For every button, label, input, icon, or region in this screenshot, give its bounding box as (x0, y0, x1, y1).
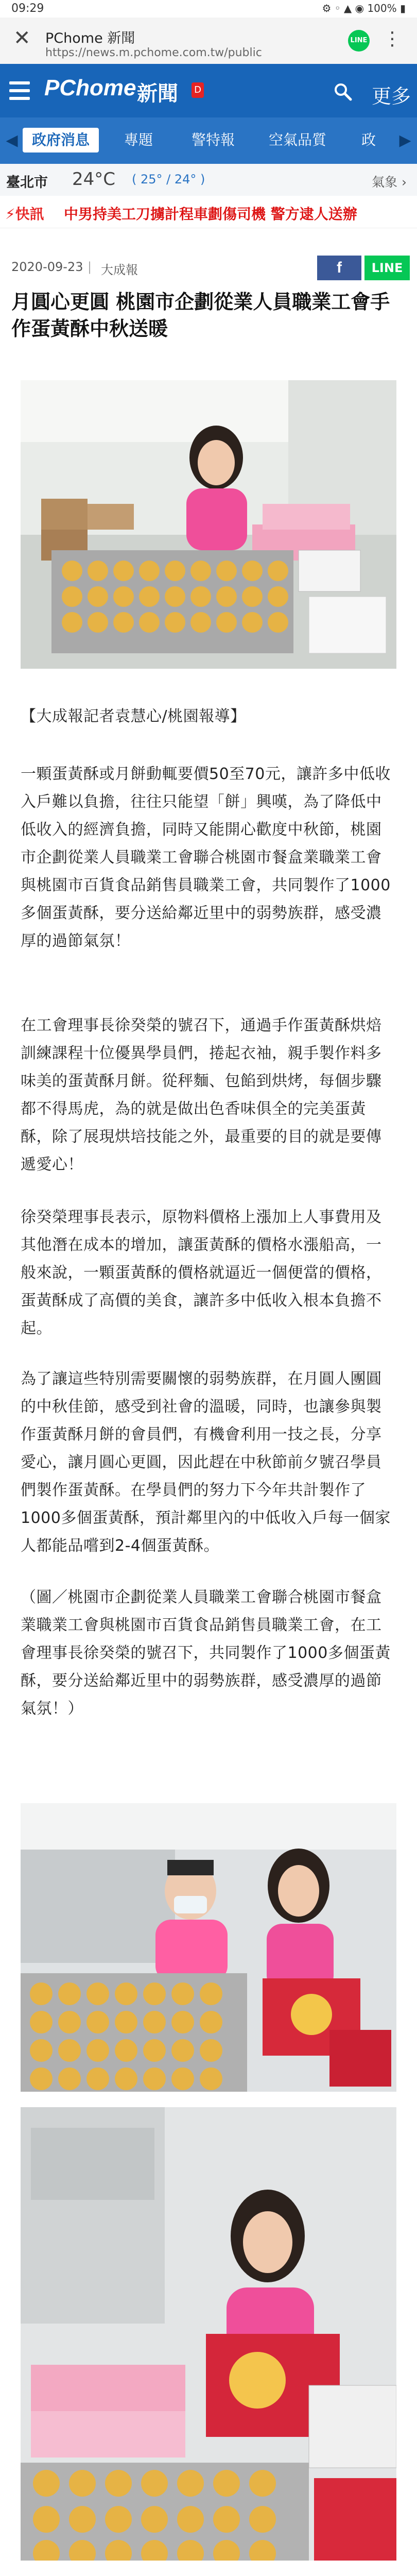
weather-city[interactable]: 臺北市 (6, 175, 48, 191)
tab-politics[interactable]: 政 (361, 131, 376, 148)
overflow-menu-icon[interactable]: ⋮ (383, 28, 402, 49)
status-time: 09:29 (11, 2, 44, 15)
article-paragraph: 徐癸榮理事長表示，原物料價格上漲加上人事費用及其他潛在成本的增加，讓蛋黃酥的價格水漲船高，一般來說，一顆蛋黃酥的價格就逼近一個便當的價格，蛋黃酥成了高價的美食，讓許多中低收入根本負擔不起。 (21, 1208, 382, 1337)
weather-temp: 24°C (72, 169, 116, 190)
article-paragraph: 一顆蛋黃酥或月餅動輒要價50至70元，讓許多中低收入戶難以負擔，往往只能望「餅」興嘆，為了降低中低收入的經濟負擔，同時又能開心歡度中秋節，桃園市企劃從業人員職業工會聯合桃園市餐盒業職業工會與桃園市百貨食品銷售員職業工會，共同製作了1000多個蛋黃酥，要分送給鄰近里中的弱勢族群，感受濃厚的過節氣氛！ (21, 765, 391, 950)
nav-left-arrow-icon[interactable]: ◀ (6, 131, 18, 149)
article-paragraph: 【大成報記者袁慧心/桃園報導】 (21, 707, 246, 725)
browser-title: PChome 新聞 (45, 30, 135, 46)
status-bar (0, 0, 417, 18)
article-title: 月圓心更圓 桃園市企劃從業人員職業工會手作蛋黃酥中秋送暖 (11, 291, 390, 340)
browser-url-bar (0, 18, 417, 64)
article-photo (21, 2107, 396, 2561)
article-photo (21, 1803, 396, 2092)
line-share-button[interactable]: LINE (364, 256, 410, 280)
tab-air-quality[interactable]: 空氣品質 (268, 131, 326, 148)
logo-badge: D (192, 82, 204, 98)
breaking-news-ticker[interactable] (0, 196, 417, 228)
hamburger-menu-icon[interactable] (9, 81, 30, 100)
site-logo-suffix[interactable]: 新聞 (137, 82, 178, 106)
tab-feature[interactable]: 專題 (124, 131, 153, 148)
site-logo[interactable]: PChome (44, 75, 136, 100)
nav-right-arrow-icon[interactable]: ▶ (399, 131, 411, 149)
meta-separator: | (88, 260, 92, 274)
weather-strip (0, 164, 417, 196)
article-paragraph: 為了讓這些特別需要關懷的弱勢族群，在月圓人團圓的中秋佳節，感受到社會的溫暖，同時，也讓參與製作蛋黃酥月餅的會員們，有機會利用一技之長，分享愛心，讓月圓心更圓，因此趕在中秋節前夕號召學員們製作蛋黃酥。在學員們的努力下今年共計製作了1000多個蛋黃酥，預計鄰里內的中低收入戶每一個家人都能品嚐到2-4個蛋黃酥。 (21, 1370, 391, 1555)
article-caption: （圖／桃園市企劃從業人員職業工會聯合桃園市餐盒業職業工會與桃園市百貨食品銷售員職業工會，在工會理事長徐癸榮的號召下，共同製作了1000多個蛋黃酥，要分送給鄰近里中的弱勢族群，感受濃厚的過節氣氛！） (21, 1588, 391, 1718)
article-paragraph: 在工會理事長徐癸榮的號召下，通過手作蛋黃酥烘焙訓練課程十位優異學員們，捲起衣袖，親手製作料多味美的蛋黃酥月餅。從秤麵、包餡到烘烤，每個步驟都不得馬虎，為的就是做出色香味俱全的完美蛋黃酥，除了展現烘培技能之外，最重要的目的就是要傳遞愛心！ (21, 1016, 382, 1174)
facebook-share-button[interactable]: f (317, 256, 361, 280)
tab-alerts[interactable]: 警特報 (191, 131, 235, 148)
close-icon[interactable]: ✕ (13, 26, 31, 50)
category-nav (0, 117, 417, 164)
article-photo (21, 380, 396, 669)
tab-government[interactable]: 政府消息 (23, 128, 99, 152)
article-date: 2020-09-23 (11, 260, 83, 274)
search-icon[interactable] (334, 82, 352, 101)
breaking-label: ⚡快訊 (5, 206, 44, 223)
weather-range: ( 25° / 24° ) (132, 172, 205, 187)
line-share-icon[interactable]: LINE (348, 30, 370, 52)
weather-link[interactable]: 氣象 › (372, 175, 407, 190)
article-meta (0, 247, 417, 283)
site-header (0, 64, 417, 117)
status-icons: ⚙ ◦ ▲ ◉ 100% ▮ (322, 2, 406, 14)
more-button[interactable]: 更多 (372, 85, 411, 108)
browser-url[interactable]: https://news.m.pchome.com.tw/public (45, 46, 262, 59)
article-source: 大成報 (101, 263, 138, 277)
breaking-text[interactable]: 中男持美工刀擄計程車劃傷司機 警方逮人送辦 (64, 206, 357, 223)
